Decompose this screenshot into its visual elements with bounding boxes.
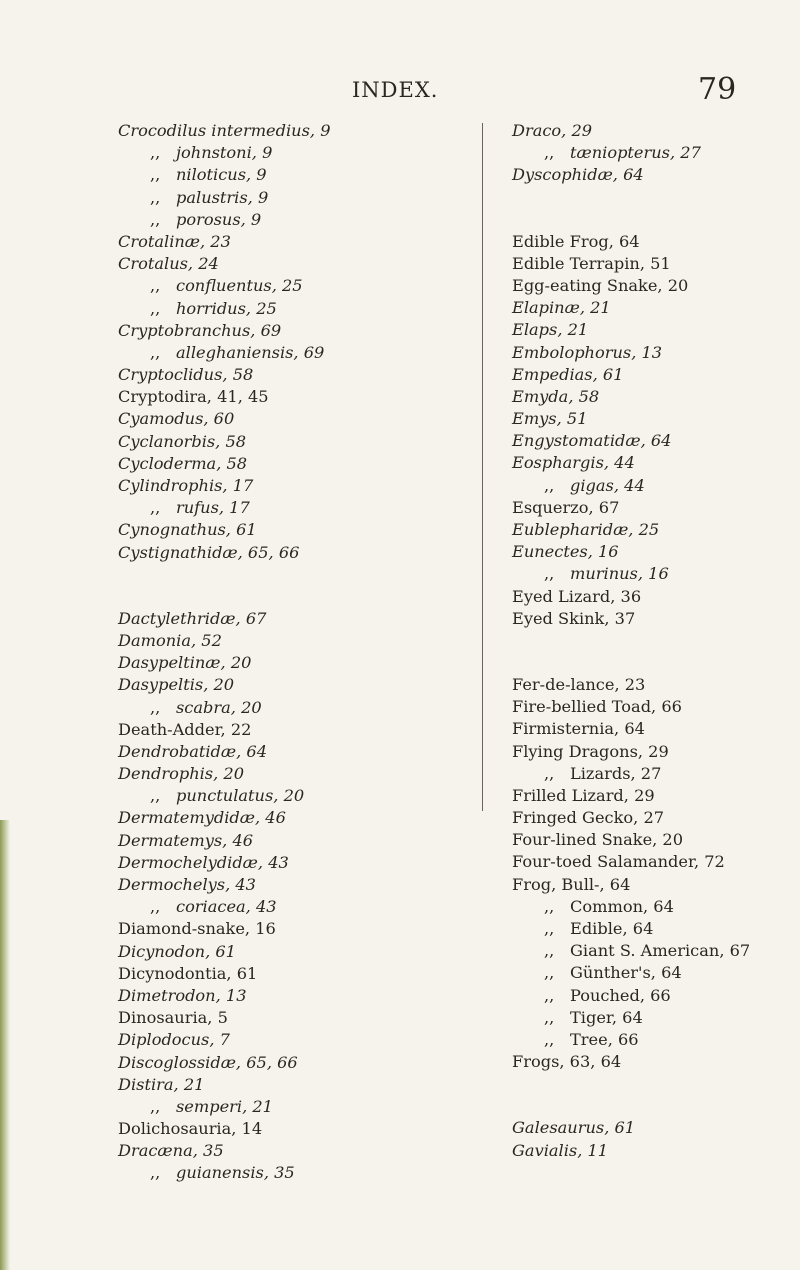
index-entry-text: Embolophorus, 13 — [512, 342, 663, 362]
index-entry-text: Eyed Skink, 37 — [512, 608, 636, 628]
ditto-mark: ,, — [150, 298, 161, 318]
index-entry-text: Cryptoclidus, 58 — [118, 365, 254, 385]
index-entry — [512, 918, 782, 940]
index-entry — [118, 275, 448, 297]
index-entry-text: Crocodilus intermedius, 9 — [118, 121, 331, 140]
index-entry-text: Lizards, 27 — [570, 763, 662, 783]
index-entry — [512, 763, 782, 785]
index-entry — [118, 231, 448, 253]
index-entry — [512, 785, 782, 807]
index-entry-text: Engystomatidæ, 64 — [512, 431, 672, 451]
index-entry-text: Eunectes, 16 — [512, 542, 619, 562]
index-entry — [512, 962, 782, 984]
index-entry — [512, 386, 782, 408]
ditto-mark: ,, — [544, 919, 555, 938]
index-entry-text: Dermatemydidæ, 46 — [118, 808, 286, 828]
page-title: INDEX. — [352, 78, 439, 102]
index-entry — [118, 320, 448, 342]
index-entry-text: gigas, 44 — [570, 475, 645, 495]
index-entry-text: Dicynodon, 61 — [118, 941, 236, 961]
index-entry — [512, 319, 782, 341]
index-entry-text: Cryptodira, 41, 45 — [118, 387, 269, 407]
index-entry — [512, 275, 782, 297]
index-entry — [512, 608, 782, 630]
ditto-mark: ,, — [150, 1096, 161, 1116]
index-entry-text: Dermochelydidæ, 43 — [118, 852, 289, 872]
page-number: 79 — [698, 72, 737, 107]
index-entry-text: palustris, 9 — [176, 187, 269, 207]
index-entry-text: Crotalus, 24 — [118, 254, 219, 274]
index-entry — [118, 1007, 448, 1029]
index-entry-text: punctulatus, 20 — [176, 786, 305, 806]
index-entry-text: Elaps, 21 — [512, 320, 589, 340]
index-entry — [118, 342, 448, 364]
index-entry-text: Edible Frog, 64 — [512, 231, 640, 251]
index-entry-text: confluentus, 25 — [176, 276, 303, 296]
index-entry — [118, 763, 448, 785]
index-entry-text: Four-lined Snake, 20 — [512, 830, 684, 850]
ditto-mark: ,, — [150, 786, 161, 806]
ditto-mark: ,, — [150, 342, 161, 362]
ditto-mark: ,, — [150, 498, 161, 518]
index-entry — [512, 851, 782, 873]
index-entry-text: Dendrophis, 20 — [118, 764, 244, 784]
index-entry-text: guianensis, 35 — [176, 1163, 295, 1183]
index-entry — [118, 453, 448, 475]
index-entry — [512, 452, 782, 474]
index-entry — [118, 1162, 448, 1184]
index-entry — [512, 475, 782, 497]
ditto-mark: ,, — [544, 1029, 555, 1049]
index-entry-text: Distira, 21 — [118, 1074, 205, 1094]
index-entry — [118, 1140, 448, 1162]
index-entry — [118, 497, 448, 519]
ditto-mark: ,, — [544, 1007, 555, 1027]
index-entry-text: Four-toed Salamander, 72 — [512, 852, 725, 872]
index-entry-text: Damonia, 52 — [118, 630, 222, 650]
index-entry-text: Edible Terrapin, 51 — [512, 253, 671, 273]
index-entry-text: Cycloderma, 58 — [118, 453, 248, 473]
index-entry-text: Dinosauria, 5 — [118, 1008, 228, 1028]
index-entry — [118, 719, 448, 741]
index-entry-text: Edible, 64 — [570, 919, 654, 938]
index-entry-text: Discoglossidæ, 65, 66 — [118, 1052, 298, 1072]
index-entry-text: Dendrobatidæ, 64 — [118, 741, 267, 761]
index-entry-text: Dactylethridæ, 67 — [118, 608, 267, 628]
index-entry — [118, 164, 448, 186]
index-entry — [512, 807, 782, 829]
index-entry-text: Egg-eating Snake, 20 — [512, 275, 689, 295]
index-entry — [118, 697, 448, 719]
ditto-mark: ,, — [544, 475, 555, 495]
ditto-mark: ,, — [150, 165, 161, 185]
index-entry — [512, 718, 782, 740]
page-edge-stain — [0, 820, 10, 1270]
index-column-left — [118, 120, 448, 1185]
index-entry-text: Giant S. American, 67 — [570, 941, 751, 961]
index-entry — [118, 985, 448, 1007]
index-entry-text: Cryptobranchus, 69 — [118, 320, 282, 340]
index-entry-text: Dermatemys, 46 — [118, 830, 254, 850]
index-entry — [118, 652, 448, 674]
index-entry — [512, 1140, 782, 1162]
index-entry — [118, 431, 448, 453]
index-entry — [512, 497, 782, 519]
index-column-right — [512, 120, 782, 1162]
index-entry — [118, 386, 448, 408]
index-entry-text: Firmisternia, 64 — [512, 719, 645, 739]
index-entry-text: Diplodocus, 7 — [118, 1030, 230, 1050]
index-entry-text: Crotalinæ, 23 — [118, 231, 231, 251]
index-entry — [512, 342, 782, 364]
index-entry-text: scabra, 20 — [176, 697, 262, 717]
index-entry-text: Dracæna, 35 — [118, 1141, 224, 1161]
index-entry — [118, 475, 448, 497]
column-divider — [482, 123, 483, 811]
index-entry-text: Dyscophidæ, 64 — [512, 165, 644, 185]
index-entry — [512, 741, 782, 763]
index-entry — [512, 874, 782, 896]
index-entry-text: johnstoni, 9 — [176, 143, 273, 163]
index-entry-text: Pouched, 66 — [570, 985, 671, 1005]
index-entry-text: Dasypeltinæ, 20 — [118, 653, 252, 673]
index-entry-text: Frilled Lizard, 29 — [512, 785, 655, 805]
ditto-mark: ,, — [544, 941, 555, 961]
ditto-mark: ,, — [544, 963, 555, 983]
index-entry — [512, 696, 782, 718]
index-entry — [512, 297, 782, 319]
index-entry — [512, 586, 782, 608]
index-entry — [118, 1096, 448, 1118]
index-entry-text: Galesaurus, 61 — [512, 1118, 636, 1138]
index-entry — [512, 985, 782, 1007]
index-entry — [118, 408, 448, 430]
index-entry-text: Fer-de-lance, 23 — [512, 674, 646, 694]
index-entry-text: Fringed Gecko, 27 — [512, 808, 665, 828]
ditto-mark: ,, — [544, 143, 555, 163]
index-entry-text: Emyda, 58 — [512, 386, 600, 406]
index-entry-text: Cyamodus, 60 — [118, 409, 235, 429]
index-entry — [512, 829, 782, 851]
index-entry-text: Tiger, 64 — [570, 1007, 643, 1027]
index-entry-text: Cylindrophis, 17 — [118, 476, 254, 495]
index-entry — [512, 364, 782, 386]
index-entry — [512, 120, 782, 142]
index-entry-text: Eyed Lizard, 36 — [512, 586, 642, 606]
index-entry — [118, 142, 448, 164]
index-entry — [512, 408, 782, 430]
index-entry — [118, 1052, 448, 1074]
page-header — [0, 72, 800, 112]
index-entry — [118, 963, 448, 985]
index-entry-text: Diamond-snake, 16 — [118, 919, 276, 939]
index-entry-text: Frog, Bull-, 64 — [512, 874, 631, 894]
index-entry — [512, 674, 782, 696]
index-entry — [118, 608, 448, 630]
index-entry — [512, 1029, 782, 1051]
index-entry-text: Cyclanorbis, 58 — [118, 431, 247, 451]
index-entry — [118, 187, 448, 209]
index-entry — [512, 563, 782, 585]
index-entry — [512, 231, 782, 253]
index-entry-text: Empedias, 61 — [512, 364, 624, 384]
index-entry-text: Dermochelys, 43 — [118, 875, 256, 894]
index-entry-text: Elapinæ, 21 — [512, 298, 611, 318]
index-entry-text: Frogs, 63, 64 — [512, 1052, 622, 1072]
index-entry — [512, 940, 782, 962]
index-entry-text: Fire-bellied Toad, 66 — [512, 697, 682, 717]
index-entry — [118, 298, 448, 320]
index-entry — [512, 519, 782, 541]
index-entry-text: Dicynodontia, 61 — [118, 963, 258, 983]
index-entry — [118, 630, 448, 652]
ditto-mark: ,, — [150, 209, 161, 229]
index-entry-text: Draco, 29 — [512, 121, 593, 140]
index-entry-text: rufus, 17 — [176, 498, 250, 518]
index-entry — [512, 1007, 782, 1029]
ditto-mark: ,, — [150, 276, 161, 296]
index-entry — [512, 253, 782, 275]
index-entry — [512, 1117, 782, 1139]
index-entry-text: Dasypeltis, 20 — [118, 675, 235, 695]
index-entry-text: Eosphargis, 44 — [512, 453, 635, 473]
ditto-mark: ,, — [544, 985, 555, 1005]
index-entry-text: horridus, 25 — [176, 298, 277, 318]
ditto-mark: ,, — [544, 564, 555, 584]
index-entry — [118, 1029, 448, 1051]
index-entry — [118, 874, 448, 896]
index-entry-text: Esquerzo, 67 — [512, 497, 620, 517]
index-entry — [512, 541, 782, 563]
index-entry-text: tæniopterus, 27 — [570, 143, 701, 163]
ditto-mark: ,, — [544, 763, 555, 783]
index-entry-text: Dimetrodon, 13 — [118, 985, 247, 1005]
index-entry — [118, 852, 448, 874]
index-entry-text: Flying Dragons, 29 — [512, 741, 669, 761]
index-entry-text: porosus, 9 — [176, 209, 262, 229]
ditto-mark: ,, — [150, 897, 161, 917]
index-entry — [512, 896, 782, 918]
index-entry — [118, 253, 448, 275]
index-entry — [118, 674, 448, 696]
index-entry-text: Cystignathidæ, 65, 66 — [118, 542, 300, 562]
index-entry — [118, 519, 448, 541]
index-entry — [512, 142, 782, 164]
index-entry-text: alleghaniensis, 69 — [176, 342, 325, 362]
index-entry-text: Tree, 66 — [570, 1029, 639, 1049]
index-entry — [512, 1051, 782, 1073]
index-entry — [118, 1118, 448, 1140]
index-entry — [118, 896, 448, 918]
index-entry-text: murinus, 16 — [570, 564, 669, 584]
index-entry-text: Günther's, 64 — [570, 963, 682, 983]
index-entry — [118, 941, 448, 963]
index-entry-text: semperi, 21 — [176, 1096, 273, 1116]
index-entry — [118, 785, 448, 807]
ditto-mark: ,, — [544, 896, 555, 916]
index-entry-text: Cynognathus, 61 — [118, 520, 257, 540]
index-entry — [118, 918, 448, 940]
index-entry-text: Gavialis, 11 — [512, 1140, 609, 1160]
index-entry-text: Emys, 51 — [512, 409, 588, 429]
index-entry-text: Dolichosauria, 14 — [118, 1119, 263, 1139]
ditto-mark: ,, — [150, 1163, 161, 1183]
index-entry — [118, 364, 448, 386]
index-entry-text: niloticus, 9 — [176, 165, 267, 185]
index-entry — [118, 209, 448, 231]
index-entry-text: Death-Adder, 22 — [118, 719, 252, 739]
ditto-mark: ,, — [150, 697, 161, 717]
index-entry — [118, 741, 448, 763]
index-entry-text: Common, 64 — [570, 896, 674, 916]
index-entry — [118, 1074, 448, 1096]
index-entry — [118, 807, 448, 829]
index-entry — [512, 164, 782, 186]
index-entry — [512, 430, 782, 452]
index-entry-text: coriacea, 43 — [176, 897, 277, 917]
index-entry — [118, 830, 448, 852]
index-entry — [118, 542, 448, 564]
index-entry-text: Eublepharidæ, 25 — [512, 520, 660, 539]
ditto-mark: ,, — [150, 187, 161, 207]
index-entry — [118, 120, 448, 142]
ditto-mark: ,, — [150, 143, 161, 163]
